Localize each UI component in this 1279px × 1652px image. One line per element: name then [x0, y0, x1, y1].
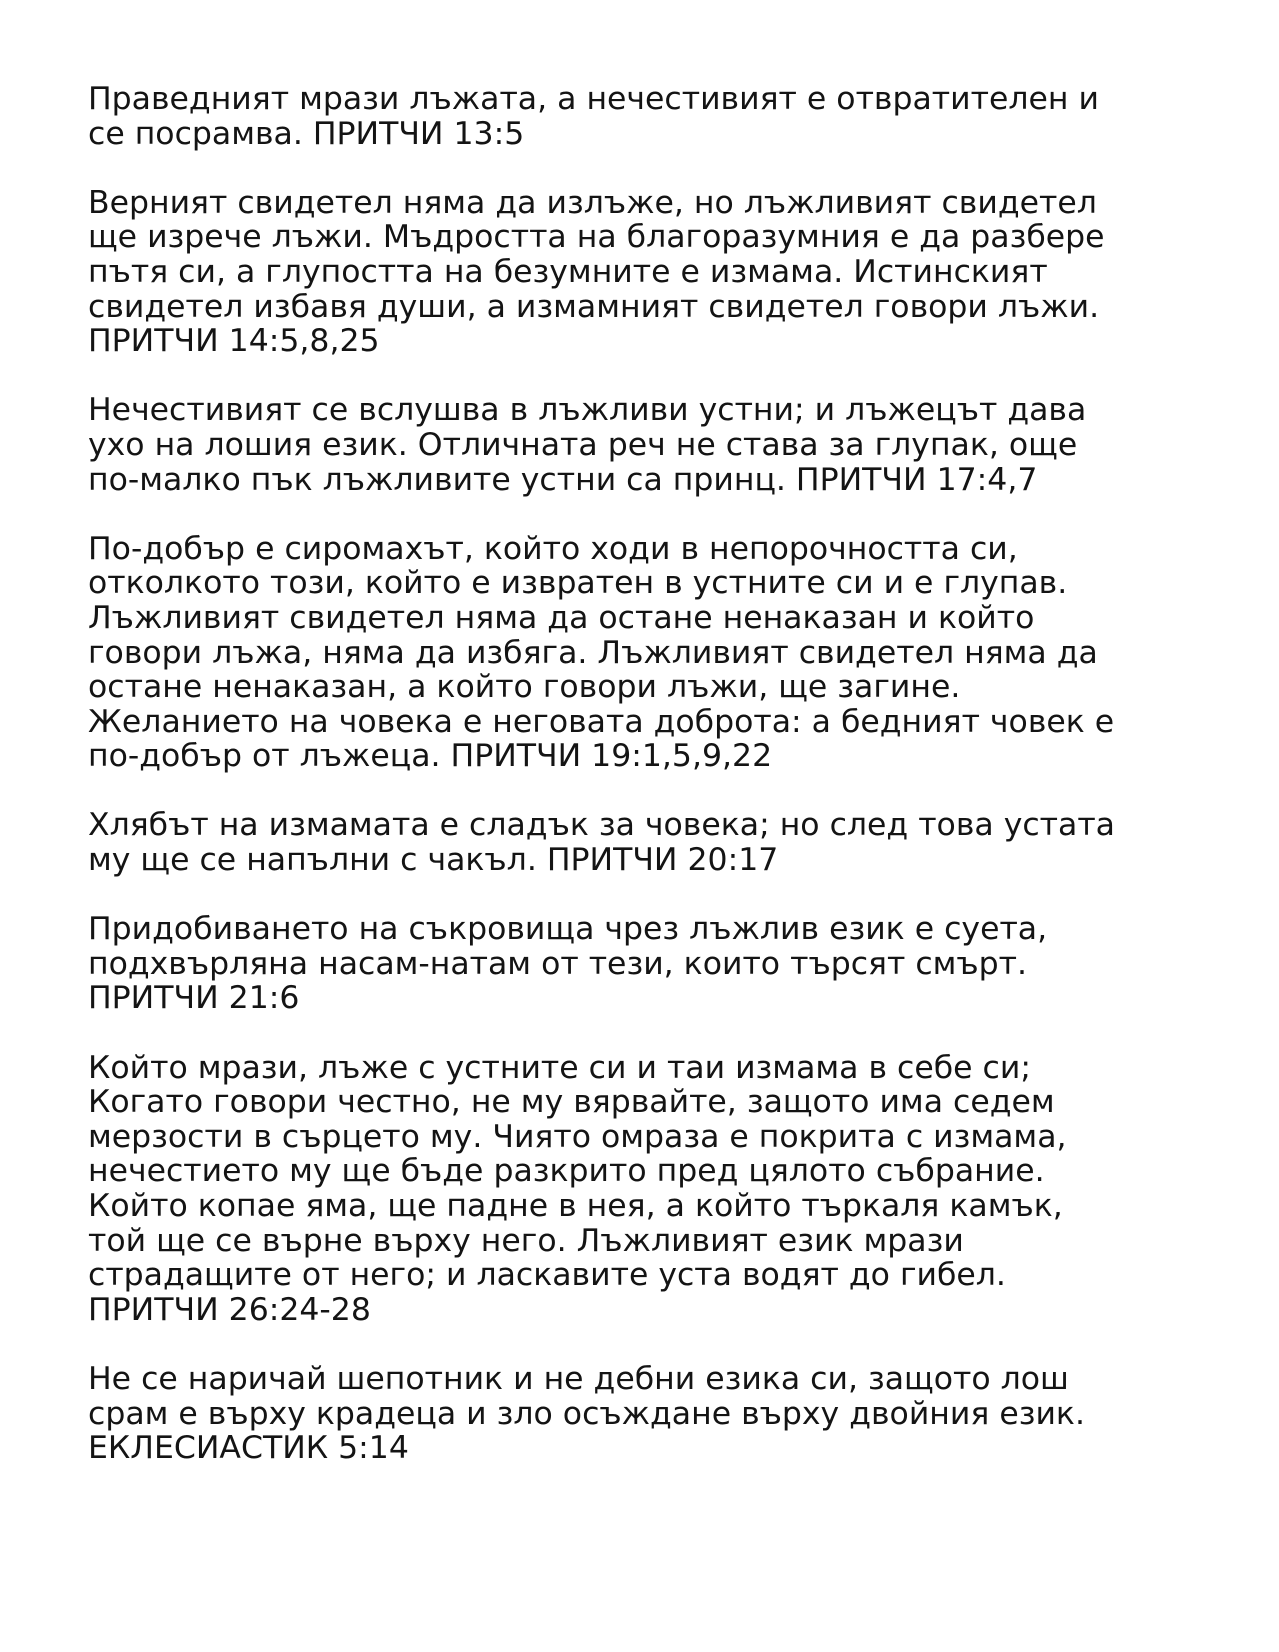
paragraph [88, 1051, 1208, 1328]
text-line: мерзости в сърцето му. Чиято омраза е покрита с измама, [88, 1118, 1067, 1155]
text-line: По-добър е сиромахът, който ходи в непорочността си, [88, 530, 1018, 567]
text-line: ПРИТЧИ 21:6 [88, 980, 300, 1017]
text-line: ще изрече лъжи. Мъдростта на благоразумния е да разбере [88, 219, 1105, 256]
text-line: му ще се напълни с чакъл. ПРИТЧИ 20:17 [88, 842, 779, 879]
text-line: Когато говори честно, не му вярвайте, защото има седем [88, 1084, 1055, 1121]
text-line: Нечестивият се вслушва в лъжливи устни; и лъжецът дава [88, 392, 1087, 429]
text-line: срам е върху крадеца и зло осъждане върху двойния език. [88, 1395, 1085, 1432]
text-line: по-добър от лъжеца. ПРИТЧИ 19:1,5,9,22 [88, 738, 773, 775]
text-line: по-малко пък лъжливите устни са принц. ПРИТЧИ 17:4,7 [88, 461, 1038, 498]
paragraph [88, 808, 1208, 877]
paragraph [88, 1362, 1208, 1466]
paragraph [88, 912, 1208, 1016]
text-line: страдащите от него; и ласкавите уста водят до гибел. [88, 1257, 1006, 1294]
text-line: ПРИТЧИ 26:24-28 [88, 1291, 371, 1328]
text-line: ЕКЛЕСИАСТИК 5:14 [88, 1430, 409, 1467]
text-line: свидетел избавя души, а измамният свидетел говори лъжи. [88, 288, 1100, 325]
text-line: остане ненаказан, а който говори лъжи, ще загине. [88, 669, 961, 706]
text-line: Лъжливият свидетел няма да остане ненаказан и който [88, 599, 1035, 636]
text-line: Който копае яма, ще падне в нея, а който търкаля камък, [88, 1188, 1063, 1224]
text-line: подхвърляна насам-натам от тези, които търсят смърт. [88, 945, 1028, 982]
paragraph [88, 186, 1208, 359]
text-line: Праведният мрази лъжата, а нечестивият е отвратителен и [88, 81, 1099, 117]
text-line: той ще се върне върху него. Лъжливият език мрази [88, 1222, 964, 1259]
paragraph [88, 82, 1208, 151]
text-line: се посрамва. ПРИТЧИ 13:5 [88, 115, 525, 152]
text-line: ухо на лошия език. Отличната реч не става за глупак, още [88, 426, 1078, 463]
paragraph [88, 393, 1208, 497]
text-line: Верният свидетел няма да излъже, но лъжливият свидетел [88, 184, 1097, 221]
text-line: отколкото този, който е извратен в устните си и е глупав. [88, 565, 1068, 602]
text-line: Хлябът на измамата е сладък за човека; но след това устата [88, 807, 1115, 844]
text-line: ПРИТЧИ 14:5,8,25 [88, 323, 380, 360]
text-line: Не се наричай шепотник и не дебни езика си, защото лош [88, 1360, 1069, 1397]
paragraph [88, 532, 1208, 774]
text-line: нечестието му ще бъде разкрито пред цялото събрание. [88, 1153, 1045, 1190]
document-page [88, 82, 1208, 1500]
text-line: Желанието на човека е неговата доброта: а бедният човек е [88, 703, 1115, 740]
text-line: Придобиването на съкровища чрез лъжлив език е суета, [88, 911, 1048, 948]
text-line: Който мрази, лъже с устните си и таи измама в себе си; [88, 1049, 1031, 1086]
text-line: пътя си, а глупостта на безумните е измама. Истинският [88, 253, 1048, 290]
text-line: говори лъжа, няма да избяга. Лъжливият свидетел няма да [88, 634, 1098, 671]
